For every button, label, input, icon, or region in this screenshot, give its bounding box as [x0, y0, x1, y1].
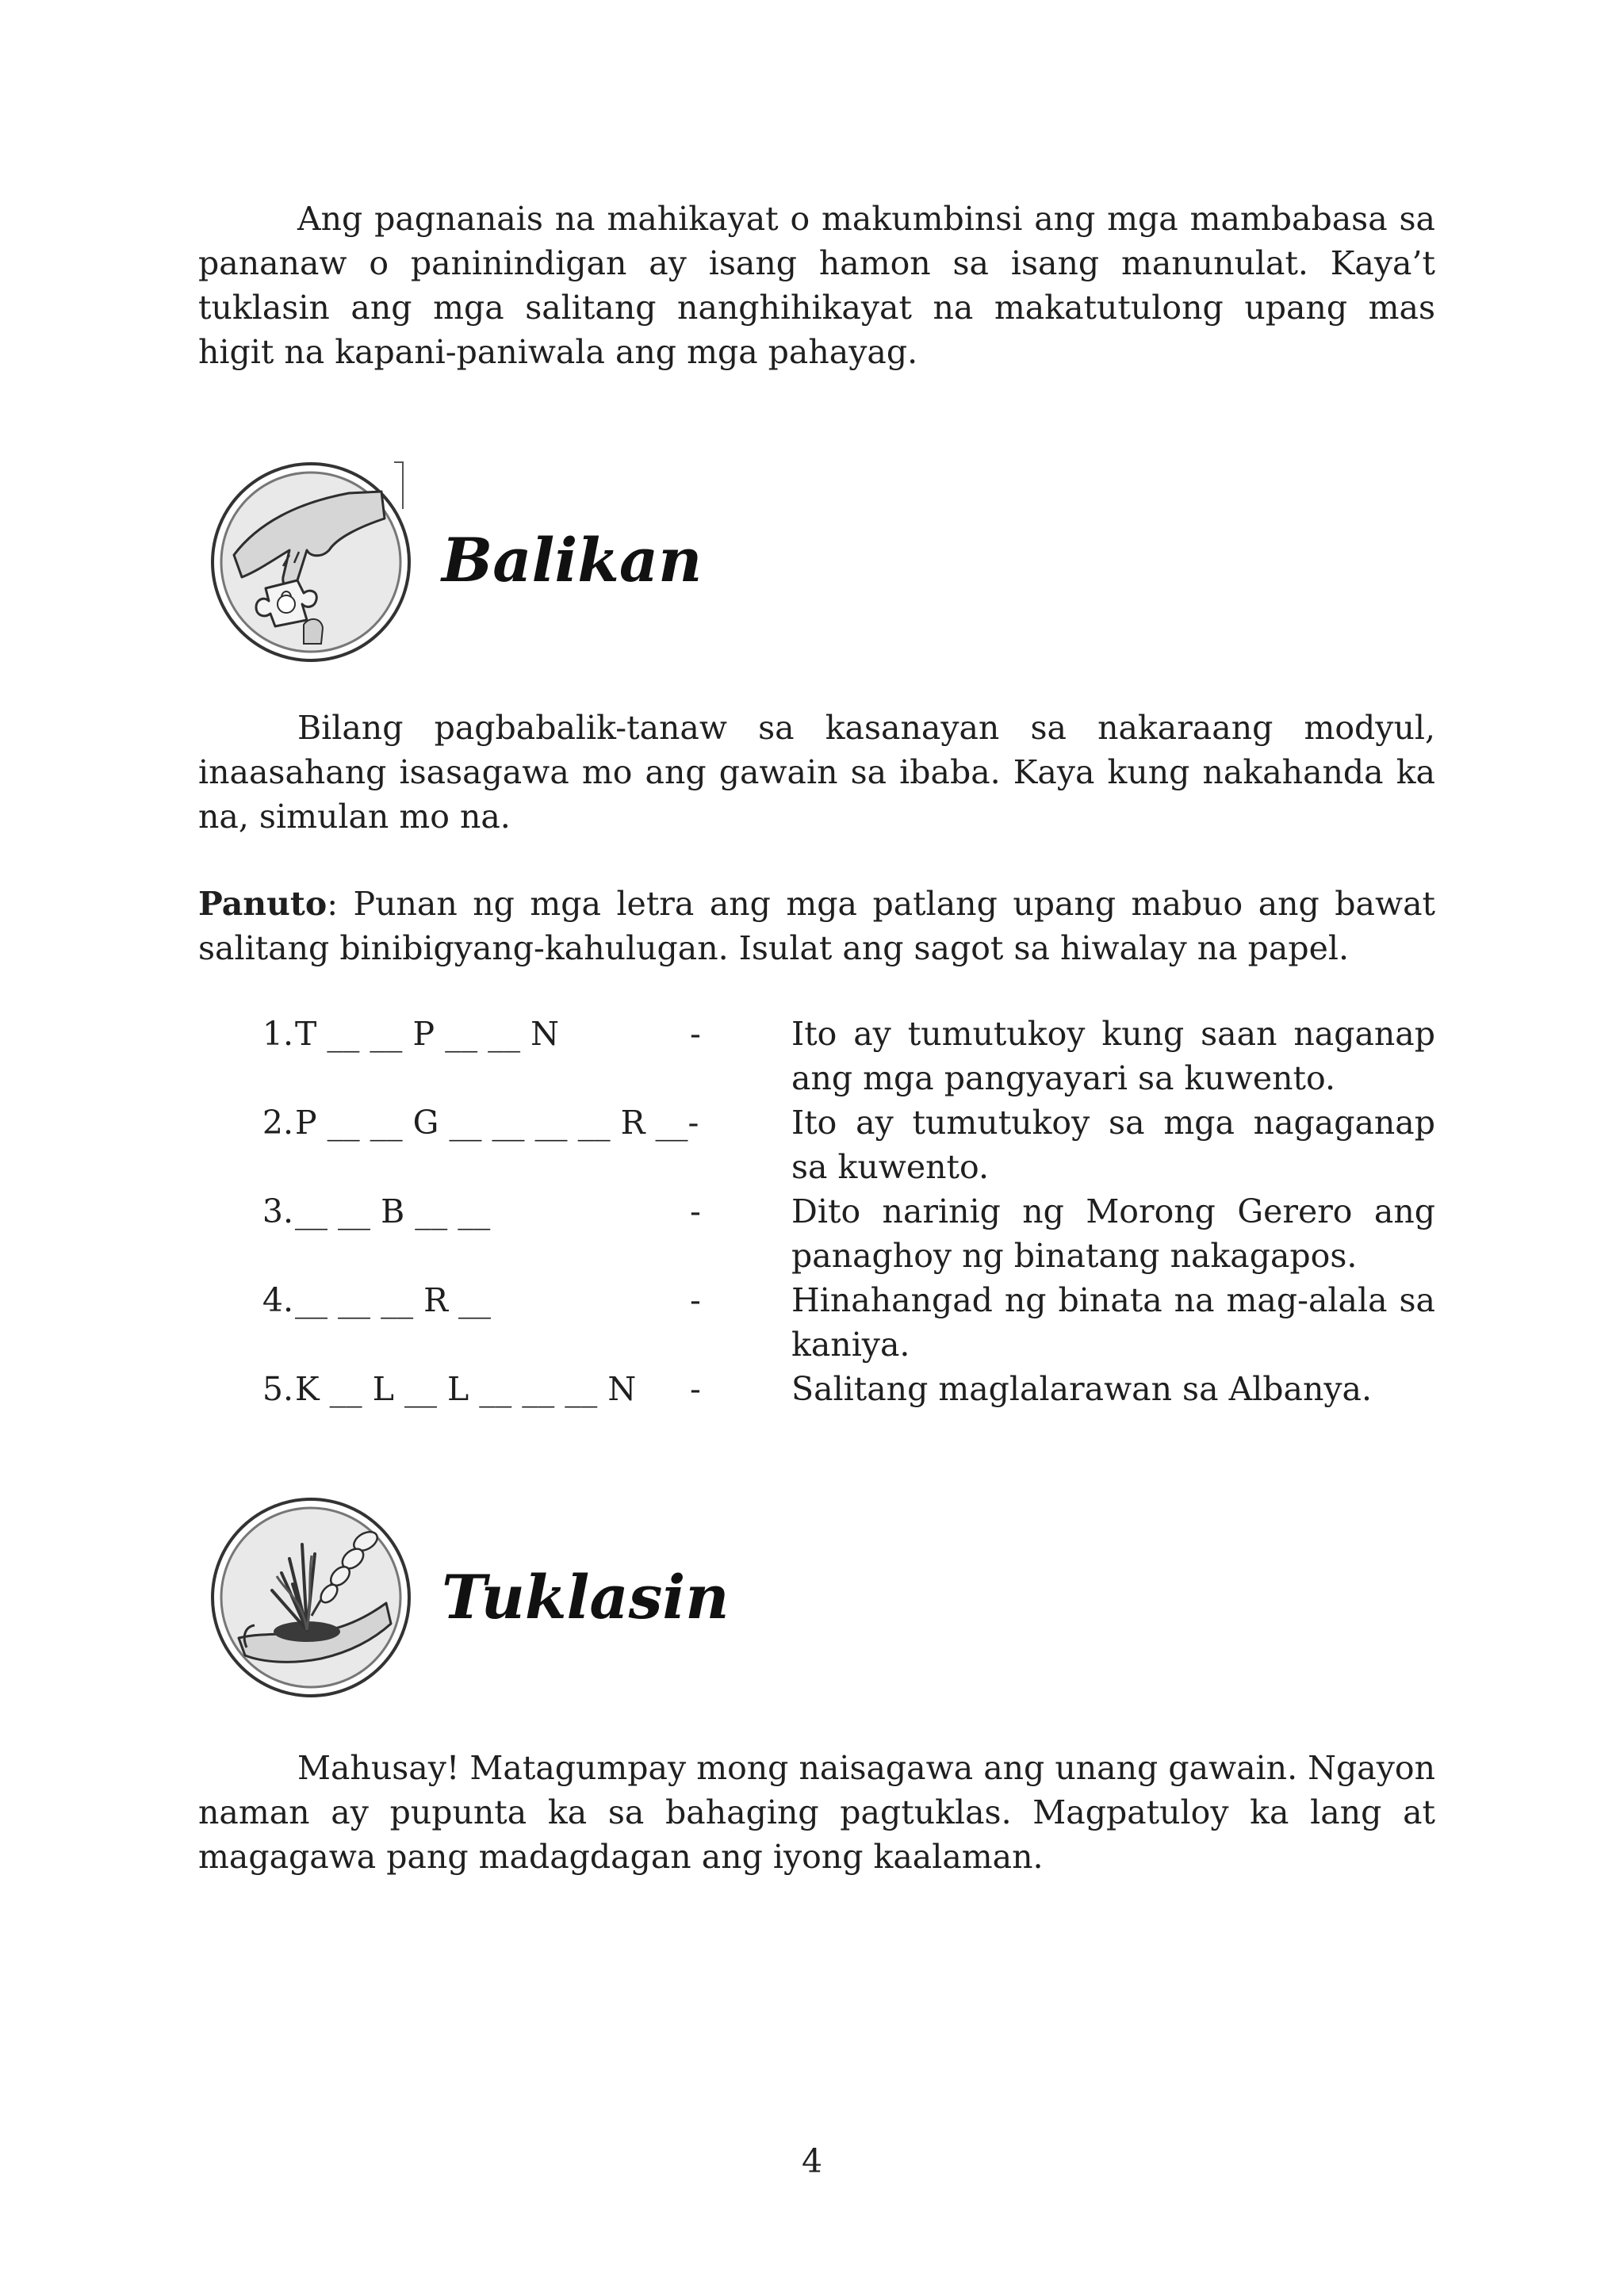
section-title-balikan: Balikan [442, 525, 703, 595]
item-word-blank: __ __ B __ __ [295, 1192, 491, 1230]
instruction [198, 882, 1435, 970]
exercise-item [246, 1012, 1435, 1100]
exercise-item [246, 1278, 1435, 1367]
item-number: 1. [262, 1015, 293, 1053]
exercise-list [246, 1012, 1435, 1411]
item-number: 3. [262, 1192, 293, 1230]
item-definition: Ito ay tumutukoy sa mga nagaganap sa kuwento. [791, 1104, 1435, 1186]
hand-holding-puzzle-icon [210, 461, 412, 663]
item-number: 5. [262, 1370, 293, 1408]
item-number: 2. [262, 1104, 293, 1142]
item-definition: Hinahangad ng binata na mag-alala sa kaniya. [791, 1281, 1435, 1364]
item-dash: - [690, 1370, 701, 1408]
page-number: 4 [801, 2142, 823, 2180]
item-number: 4. [262, 1281, 293, 1319]
tuklasin-paragraph [198, 1746, 1435, 1879]
tick-line [402, 461, 404, 509]
item-dash: - [690, 1192, 701, 1230]
item-dash: - [690, 1281, 701, 1319]
item-word-blank: K __ L __ L __ __ __ N [295, 1370, 637, 1408]
item-word-blank: T __ __ P __ __ N [295, 1015, 560, 1053]
instruction-label: Panuto [198, 885, 327, 923]
balikan-paragraph [198, 706, 1435, 839]
exercise-item [246, 1100, 1435, 1189]
item-definition: Salitang maglalarawan sa Albanya. [791, 1370, 1373, 1408]
exercise-item [246, 1189, 1435, 1278]
item-definition: Ito ay tumutukoy kung saan naganap ang mga pangyayari sa kuwento. [791, 1015, 1435, 1097]
item-word-blank: __ __ __ R __ [295, 1281, 492, 1319]
balikan-text: Bilang pagbabalik-tanaw sa kasanayan sa nakaraang modyul, inaasahang isasagawa mo ang gawain sa ibaba. Kaya kung nakahanda ka na, simulan mo na. [198, 709, 1435, 836]
intro-paragraph [198, 197, 1435, 374]
item-word-blank: P __ __ G __ __ __ __ R __- [295, 1104, 699, 1142]
exercise-item [246, 1367, 1435, 1411]
tick-mark [394, 461, 402, 463]
item-dash: - [690, 1015, 701, 1053]
intro-text: Ang pagnanais na mahikayat o makumbinsi ang mga mambabasa sa pananaw o paninindigan ay isang hamon sa isang manunulat. Kaya’t tuklasin ang mga salitang nanghihikayat na makatutulong upang mas higit na kapani-paniwala ang mga pahayag. [198, 200, 1435, 371]
item-definition: Dito narinig ng Morong Gerero ang panaghoy ng binatang nakagapos. [791, 1192, 1435, 1275]
instruction-text: : Punan ng mga letra ang mga patlang upang mabuo ang bawat salitang binibigyang-kahulugan. Isulat ang sagot sa hiwalay na papel. [198, 885, 1435, 967]
tuklasin-text: Mahusay! Matagumpay mong naisagawa ang unang gawain. Ngayon naman ay pupunta ka sa bahaging pagtuklas. Magpatuloy ka lang at magagawa pang madagdagan ang iyong kaalaman. [198, 1749, 1435, 1876]
section-title-tuklasin: Tuklasin [442, 1562, 730, 1632]
hand-holding-plant-icon [210, 1497, 412, 1698]
